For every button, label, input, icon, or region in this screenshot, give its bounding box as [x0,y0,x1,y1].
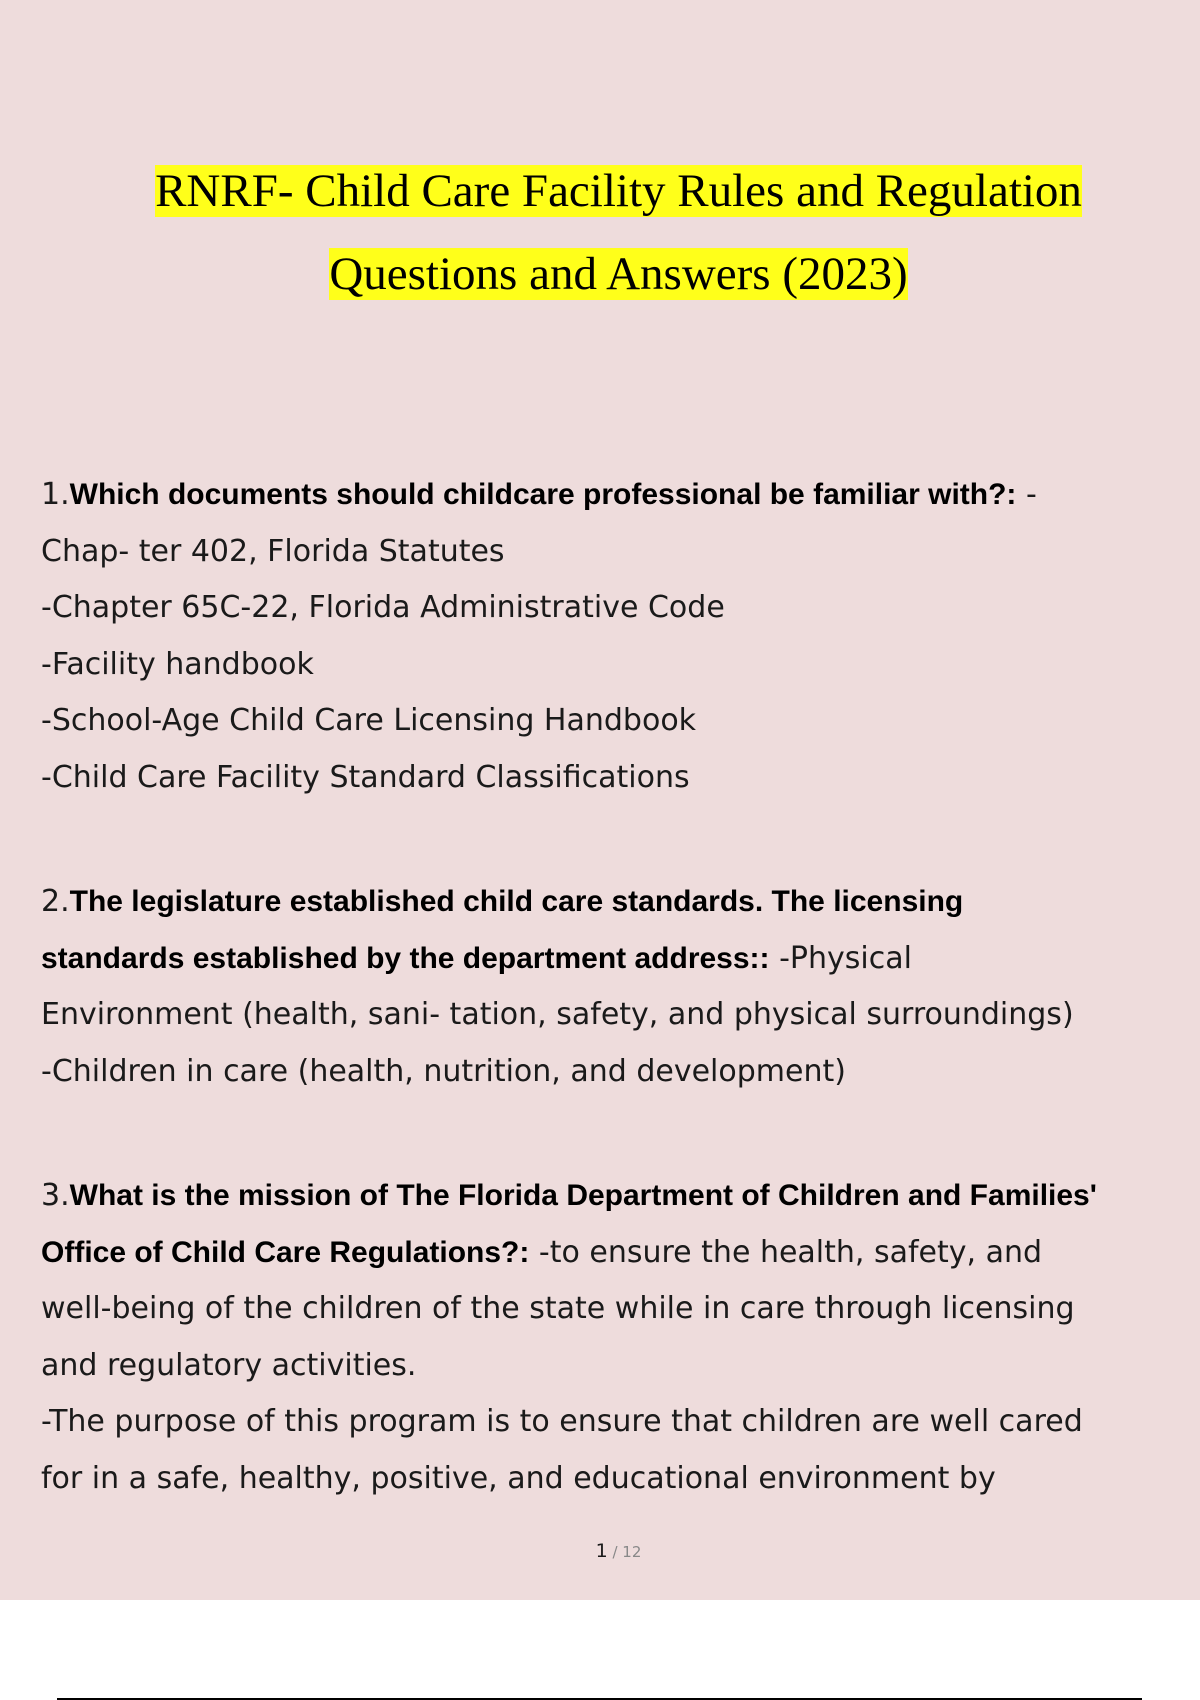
page-number [0,1540,1200,1562]
qa-2-first-line [41,874,1181,931]
page-number-total: / 12 [607,1543,642,1561]
document-title [0,150,1200,316]
title-line-2: Questions and Answers (2023) [329,248,908,300]
answer-line: Environment (health, sani- tation, safety, and physical surroundings) [41,997,1074,1032]
question-number: 2. [41,884,70,919]
qa-item-2 [41,874,1181,1100]
answer-line: -The purpose of this program is to ensure that children are well cared [41,1404,1083,1439]
qa-1-first-line [41,467,1181,524]
answer-line: well-being of the children of the state while in care through licensing [41,1291,1075,1326]
answer-line: -Child Care Facility Standard Classifications [41,759,690,795]
answer-text: -to ensure the health, safety, and [529,1234,1043,1270]
qa-item-3 [41,1168,1181,1507]
question-text: Which documents should childcare professional be familiar with?: [69,478,1017,511]
question-text: What is the mission of The Florida Department of Children and Families' [69,1179,1097,1212]
page-number-current: 1 [595,1540,608,1562]
answer-line: for in a safe, healthy, positive, and educational environment by [41,1460,996,1496]
answer-line: -Chapter 65C-22, Florida Administrative Code [41,590,725,625]
title-line-1: RNRF- Child Care Facility Rules and Regulation [155,165,1082,217]
answer-line: Chap- ter 402, Florida Statutes [41,533,505,569]
question-number: 3. [41,1178,70,1213]
answer-text: - [1016,477,1037,512]
question-text: The legislature established child care standards. The licensing [69,885,964,918]
question-text: Office of Child Care Regulations?: [41,1235,530,1269]
qa-item-1 [41,467,1181,806]
answer-line: -Children in care (health, nutrition, and development) [41,1053,846,1089]
question-text: standards established by the department address:: [41,941,770,975]
qa-2-second-line [41,931,1181,988]
qa-3-first-line [41,1168,1181,1225]
answer-line: -Facility handbook [41,646,314,682]
qa-3-second-line [41,1225,1181,1282]
answer-line: and regulatory activities. [41,1347,417,1383]
answer-line: -School-Age Child Care Licensing Handbook [41,703,697,738]
question-number: 1. [41,477,70,512]
answer-text: -Physical [769,940,912,976]
